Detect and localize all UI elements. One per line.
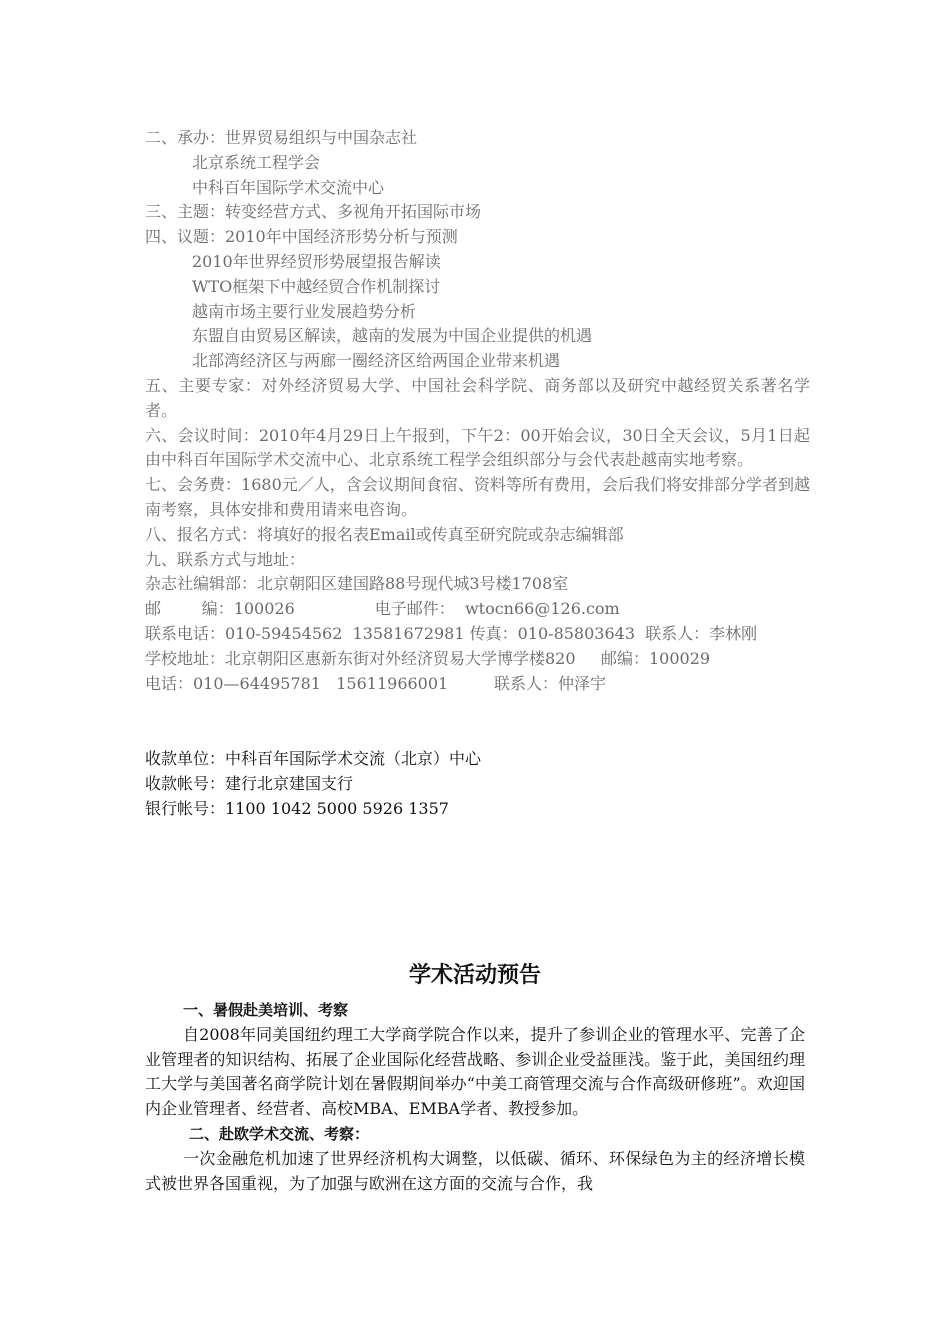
section-heading: 二、赴欧学术交流、考察： xyxy=(189,1124,370,1143)
preview-article xyxy=(145,998,805,1196)
account-line: 银行帐号：1100 1042 5000 5926 1357 xyxy=(145,798,449,818)
organizer-line: 二、承办：世界贸易组织与中国杂志社 xyxy=(145,128,418,147)
time-paragraph: 六、会议时间：2010年4月29日上午报到，下午2：00开始会议，30日全天会议，5月1日起由中科百年国际学术交流中心、北京系统工程学会组织部分与会代表赴越南实地考察。 xyxy=(145,425,810,470)
school-phone: 电话：010—64495781 15611966001 联系人：仲泽宇 xyxy=(145,673,606,693)
experts-paragraph: 五、主要专家：对外经济贸易大学、中国社会科学院、商务部以及研究中越经贸关系著名学者。 xyxy=(145,375,810,420)
editorial-address: 杂志社编辑部：北京朝阳区建国路88号现代城3号楼1708室 xyxy=(145,574,569,594)
register-line: 八、报名方式：将填好的报名表Email或传真至研究院或杂志编辑部 xyxy=(145,524,624,544)
topic-line: 越南市场主要行业发展趋势分析 xyxy=(192,301,417,321)
phone-line: 联系电话：010-59454562 13581672981 传真：010-85803643 联系人：李林刚 xyxy=(145,623,758,643)
school-address: 学校地址：北京朝阳区惠新东街对外经济贸易大学博学楼820 邮编：100029 xyxy=(145,648,711,668)
fee-paragraph: 七、会务费：1680元／人，含会议期间食宿、资料等所有费用，会后我们将安排部分学者到越南考察，具体安排和费用请来电咨询。 xyxy=(145,475,810,519)
postcode-email-line xyxy=(145,597,810,622)
topic-line: 北部湾经济区与两廊一圈经济区给两国企业带来机遇 xyxy=(192,351,561,371)
topic-line: 四、议题：2010年中国经济形势分析与预测 xyxy=(145,227,458,247)
section-paragraph: 一次金融危机加速了世界经济机构大调整，以低碳、循环、环保绿色为主的经济增长模式被世界各国重视，为了加强与欧洲在这方面的交流与合作，我 xyxy=(145,1148,805,1193)
section-heading: 一、暑假赴美培训、考察 xyxy=(183,1001,349,1019)
email: 电子邮件： wtocn66@126.com xyxy=(374,599,620,619)
organizer-line: 北京系统工程学会 xyxy=(192,152,321,172)
payee-line: 收款单位：中科百年国际学术交流（北京）中心 xyxy=(145,749,482,768)
theme-line: 三、主题：转变经营方式、多视角开拓国际市场 xyxy=(145,202,482,222)
postcode: 邮 编：100026 xyxy=(145,599,295,619)
section-paragraph: 自2008年同美国纽约理工大学商学院合作以来，提升了参训企业的管理水平、完善了企业管理者的知识结构、拓展了企业国际化经营战略、参训企业受益匪浅。鉴于此，美国纽约理工大学与美国著名商学院计划在暑假期间举办“中美工商管理交流与合作高级研修班”。欢迎国内企业管理者、经营者、高校MBA、EMBA学者、教授参加。 xyxy=(145,1024,805,1119)
topic-line: WTO框架下中越经贸合作机制探讨 xyxy=(192,276,441,296)
payment-info xyxy=(145,747,805,821)
organizer-line: 中科百年国际学术交流中心 xyxy=(192,177,385,197)
topic-line: 东盟自由贸易区解读，越南的发展为中国企业提供的机遇 xyxy=(192,326,593,346)
bank-line: 收款帐号：建行北京建国支行 xyxy=(145,773,354,793)
conference-info xyxy=(145,126,810,696)
preview-title: 学术活动预告 xyxy=(408,963,541,988)
topic-line: 2010年世界经贸形势展望报告解读 xyxy=(192,251,441,271)
contact-heading: 九、联系方式与地址： xyxy=(145,549,306,569)
